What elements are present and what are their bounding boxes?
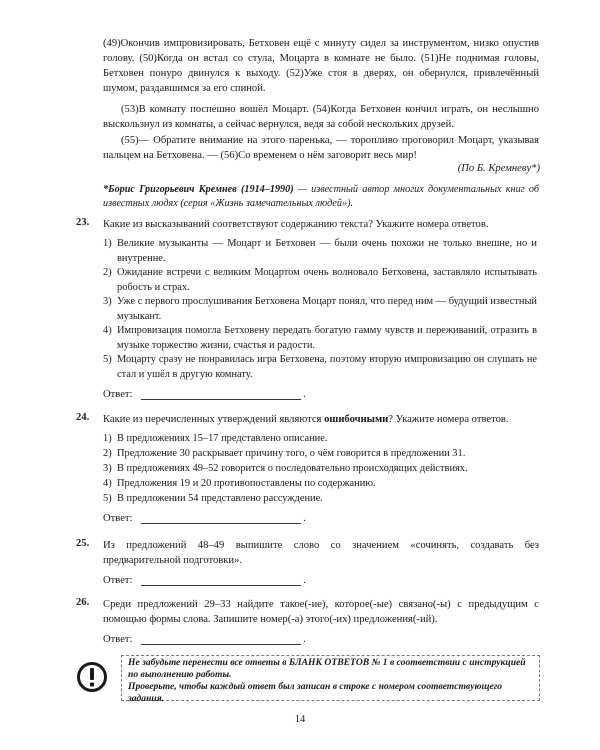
answer-label: Ответ: [103,575,133,586]
q23-option-3 [103,295,539,324]
option-number: 4) [103,325,112,336]
q24-option-1 [103,432,539,447]
option-text: Ожидание встречи с великим Моцартом очень волновало Бетховена, заставляло испытывать робость и страх. [117,267,537,293]
warning-text [128,657,533,705]
question-23-number: 23. [76,217,90,228]
option-text: В предложении 54 представлено рассуждение. [117,493,323,504]
question-24-text-a: Какие из перечисленных утверждений являются [103,414,325,425]
warning-line-1: Не забудьте перенести все ответы в БЛАНК ОТВЕТОВ № 1 в соответствии с инструкцией по выполнению работы. [128,657,526,680]
question-24-number: 24. [76,412,90,423]
q23-option-5 [103,353,539,382]
answer-label: Ответ: [103,634,133,645]
q24-option-5 [103,492,539,507]
option-number: 2) [103,267,112,278]
question-24-text [103,412,539,427]
answer-line[interactable] [141,634,301,645]
option-number: 3) [103,296,112,307]
option-text: В предложениях 49–52 говорится о последовательно происходящих действиях. [117,463,468,474]
exclamation-icon [76,661,108,693]
option-text: Предложение 30 раскрывает причину того, о чём говорится в предложении 31. [117,448,466,459]
option-text: Предложения 19 и 20 противопоставлены по содержанию. [117,478,376,489]
option-text: Импровизация помогла Бетховену передать богатую гамму чувств и переживаний, отразить в музыке торжество жизни, счастья и радости. [117,325,537,351]
q24-answer: Ответ: . [103,513,306,524]
q25-answer: Ответ: . [103,575,306,586]
source-attribution: (По Б. Кремневу*) [457,163,540,174]
question-24-emphasis: ошибочными [324,414,389,425]
option-number: 1) [103,238,112,249]
q23-option-4 [103,324,539,353]
paragraph-49-52: (49)Окончив импровизировать, Бетховен ещё с минуту сидел за инструментом, низко опустив голову. (50)Когда он встал со стула, Моцарта в комнате не было. (51)Не поднимая головы, Бетховен понуро двинулся к выходу. (52)Уже стоя в дверях, он обернулся, привлечённый шумом, раздавшимся за его спиной. [103,38,539,94]
option-number: 4) [103,478,112,489]
answer-label: Ответ: [103,389,133,400]
option-text: Уже с первого прослушивания Бетховена Моцарт понял, что перед ним — будущий известный музыкант. [117,296,537,322]
q23-option-1 [103,237,539,266]
option-text: В предложениях 15–17 представлено описание. [117,433,328,444]
option-text: Великие музыканты — Моцарт и Бетховен — были очень похожи не только внешне, но и внутренне. [117,238,537,264]
q23-option-2 [103,266,539,295]
answer-line[interactable] [141,575,301,586]
option-number: 5) [103,354,112,365]
paragraph-55-56: (55)— Обратите внимание на этого паренька, — торопливо проговорил Моцарт, указывая пальцем на Бетховена. — (56)Со временем о нём заговорит весь мир! [103,135,539,161]
question-23-text: Какие из высказываний соответствуют содержанию текста? Укажите номера ответов. [103,219,489,230]
answer-line[interactable] [141,513,301,524]
question-25-number: 25. [76,538,90,549]
q23-answer: Ответ: . [103,389,306,400]
footnote-description: — известный автор многих документальных книг об известных людях (серия «Жизнь замечательных людей»). [103,184,539,209]
paragraph-53-54: (53)В комнату поспешно вошёл Моцарт. (54)Когда Бетховен кончил играть, он неслышно выскользнул из комнаты, а сейчас вернулся, ведя за собой нескольких друзей. [103,104,539,130]
option-number: 1) [103,433,112,444]
answer-line[interactable] [141,389,301,400]
q26-answer: Ответ: . [103,634,306,645]
author-footnote [103,183,539,211]
option-number: 5) [103,493,112,504]
q24-option-2 [103,447,539,462]
answer-label: Ответ: [103,513,133,524]
question-26-text: Среди предложений 29–33 найдите такое(-ие), которое(-ые) связано(-ы) с предыдущим с помощью формы слова. Запишите номер(-а) этого(-их) предложения(-ий). [103,599,539,625]
option-text: Моцарту сразу не понравилась игра Бетховена, поэтому вторую импровизацию он слушать не стал и ушёл в другую комнату. [117,354,537,380]
q24-option-4 [103,477,539,492]
option-number: 3) [103,463,112,474]
page-number: 14 [294,714,306,725]
q24-option-3 [103,462,539,477]
question-25-text: Из предложений 48–49 выпишите слово со значением «сочинять, создавать без предварительной подготовки». [103,540,539,566]
question-26-number: 26. [76,597,90,608]
question-24-text-b: ? Укажите номера ответов. [388,414,509,425]
option-number: 2) [103,448,112,459]
footnote-author-name: *Борис Григорьевич Кремнев (1914–1990) [103,184,294,195]
warning-line-2: Проверьте, чтобы каждый ответ был записан в строке с номером соответствующего задания. [128,681,503,704]
